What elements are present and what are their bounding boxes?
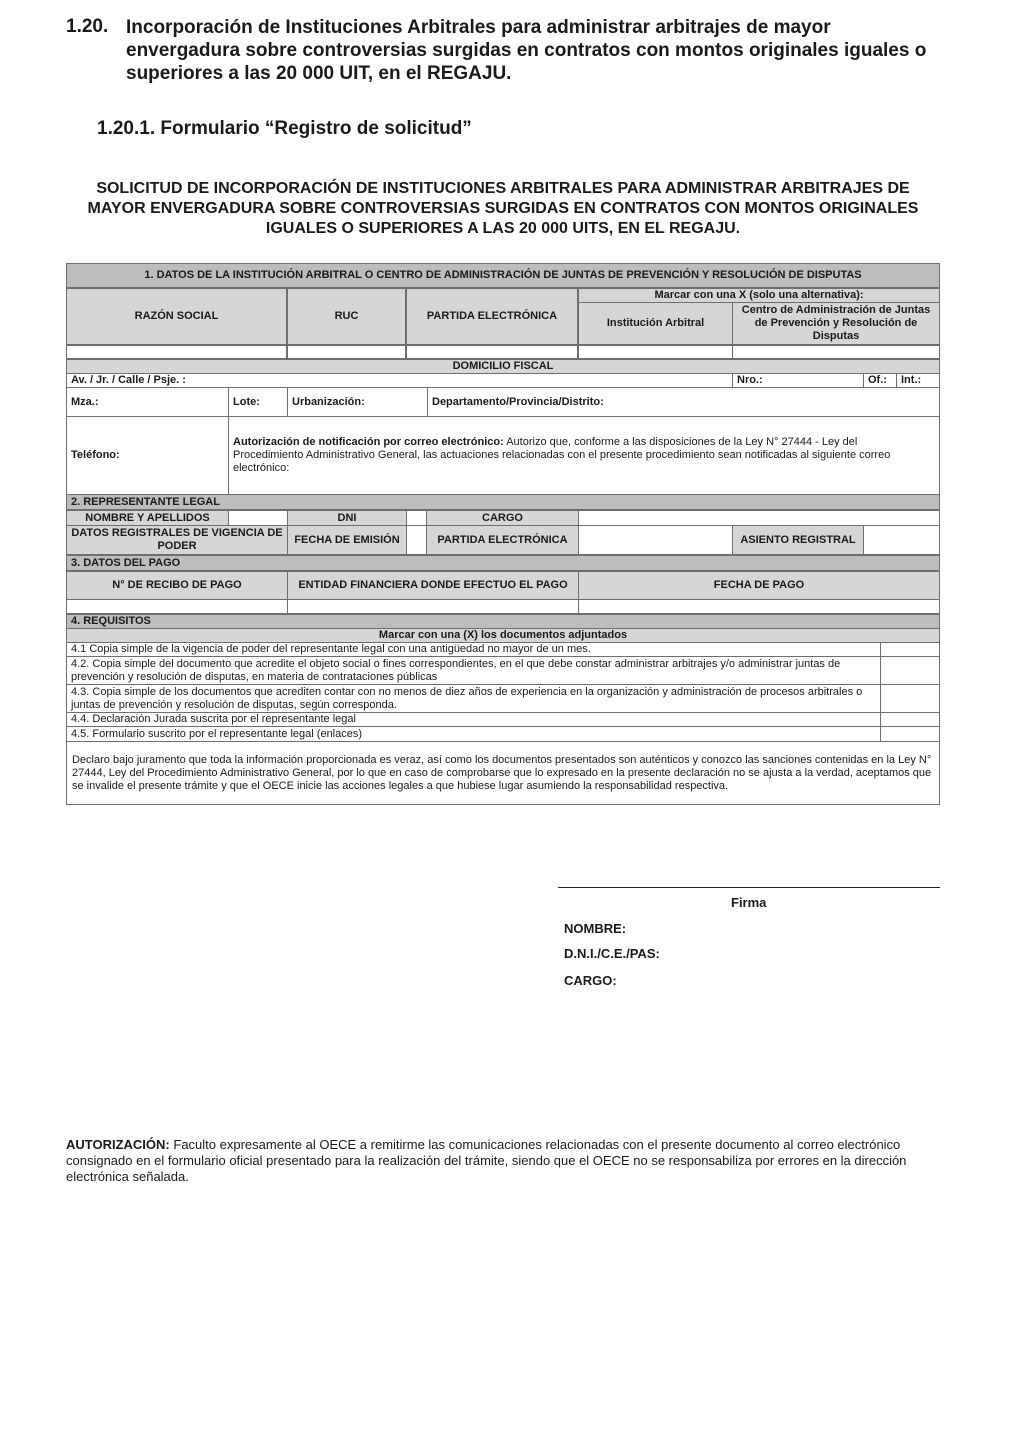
requisito-checkbox[interactable] xyxy=(880,712,940,727)
subsection-title: 1.20.1. Formulario “Registro de solicitud” xyxy=(97,118,472,139)
fecha-emision-field[interactable] xyxy=(406,525,427,555)
nombre-apellidos-label: NOMBRE Y APELLIDOS xyxy=(66,510,229,526)
fecha-emision-label: FECHA DE EMISIÓN xyxy=(287,525,407,555)
autorizacion-notificacion-text: Autorización de notificación por correo electrónico: Autorizo que, conforme a las disposiciones de la Ley N° 27444 - Ley del Procedimiento Administrativo General, las actuaciones relacionadas con el presente procedimiento sean notificadas al siguiente correo electrónico: xyxy=(233,436,891,474)
ubigeo-field[interactable]: Departamento/Provincia/Distrito: xyxy=(427,387,940,417)
section-1-header: 1. DATOS DE LA INSTITUCIÓN ARBITRAL O CENTRO DE ADMINISTRACIÓN DE JUNTAS DE PREVENCIÓN Y RESOLUCIÓN DE DISPUTAS xyxy=(66,263,940,288)
marcar-documentos-header: Marcar con una (X) los documentos adjuntados xyxy=(66,628,940,643)
nombre-label: NOMBRE: xyxy=(564,921,627,936)
section-number: 1.20. xyxy=(66,16,109,37)
section-title: Incorporación de Instituciones Arbitrales para administrar arbitrajes de mayor envergadura sobre controversias surgidas en contratos con montos originales iguales o superiores a las 20 000 UIT, en el REGAJU. xyxy=(126,17,927,84)
cargo-label: CARGO xyxy=(426,510,579,526)
requisito-checkbox[interactable] xyxy=(880,726,940,742)
telefono-field[interactable]: Teléfono: xyxy=(66,416,229,495)
centro-administracion-header: Centro de Administración de Juntas de Prevención y Resolución de Disputas xyxy=(732,302,940,345)
requisito-checkbox[interactable] xyxy=(880,656,940,685)
institucion-arbitral-checkbox[interactable] xyxy=(578,345,733,359)
partida-header: PARTIDA ELECTRÓNICA xyxy=(406,288,578,345)
nro-field[interactable]: Nro.: xyxy=(732,373,864,388)
partida-field[interactable] xyxy=(406,345,578,359)
razon-social-field[interactable] xyxy=(66,345,287,359)
requisito-checkbox[interactable] xyxy=(880,642,940,657)
firma-label: Firma xyxy=(731,895,767,910)
ruc-header: RUC xyxy=(287,288,406,345)
partida-electronica-field[interactable] xyxy=(578,525,733,555)
requisito-item: 4.5. Formulario suscrito por el representante legal (enlaces) xyxy=(66,726,881,742)
razon-social-header: RAZÓN SOCIAL xyxy=(66,288,287,345)
section-4-header: 4. REQUISITOS xyxy=(66,614,940,629)
recibo-pago-header: N° DE RECIBO DE PAGO xyxy=(66,571,288,600)
requisito-item: 4.3. Copia simple de los documentos que acrediten contar con no menos de diez años de experiencia en la organización y administración de procesos arbitrales o juntas de prevención y resolución de disputas, según corresponda. xyxy=(66,684,881,713)
institucion-arbitral-header: Institución Arbitral xyxy=(578,302,733,345)
ruc-field[interactable] xyxy=(287,345,406,359)
fecha-pago-header: FECHA DE PAGO xyxy=(578,571,940,600)
autorizacion-paragraph xyxy=(66,1137,946,1185)
interior-field[interactable]: Int.: xyxy=(896,373,940,388)
form-title: SOLICITUD DE INCORPORACIÓN DE INSTITUCIONES ARBITRALES PARA ADMINISTRAR ARBITRAJES DE MAYOR ENVERGADURA SOBRE CONTROVERSIAS SURGIDAS EN CONTRATOS CON MONTOS ORIGINALES IGUALES O SUPERIORES A LAS 20 000 UITS, EN EL REGAJU. xyxy=(87,180,919,237)
section-2-header: 2. REPRESENTANTE LEGAL xyxy=(66,494,940,510)
autorizacion-text: Faculto expresamente al OECE a remitirme las comunicaciones relacionadas con el presente documento al correo electrónico consignado en el formulario oficial presentado para la realización del trámite, siendo que el OECE no se responsabiliza por errores en la dirección electrónica señalada. xyxy=(66,1137,907,1184)
dni-field[interactable] xyxy=(406,510,427,526)
datos-registrales-label: DATOS REGISTRALES DE VIGENCIA DE PODER xyxy=(66,525,288,555)
requisito-item: 4.1 Copia simple de la vigencia de poder del representante legal con una antigüedad no mayor de un mes. xyxy=(66,642,881,657)
declaracion-jurada: Declaro bajo juramento que toda la información proporcionada es veraz, así como los documentos presentados son auténticos y conozco las sanciones contenidas en la Ley N° 27444, Ley del Procedimiento Administrativo General, por lo que en caso de comprobarse que lo expresado en la presente declaración no se ajusta a la verdad, aceptamos que se invalide el presente trámite y que el OECE inicie las acciones legales a que hubiese lugar asumiendo la responsabilidad respectiva. xyxy=(66,741,940,805)
centro-administracion-checkbox[interactable] xyxy=(732,345,940,359)
asiento-registral-field[interactable] xyxy=(863,525,940,555)
partida-electronica-label: PARTIDA ELECTRÓNICA xyxy=(426,525,579,555)
requisito-item: 4.4. Declaración Jurada suscrita por el representante legal xyxy=(66,712,881,727)
requisito-item: 4.2. Copia simple del documento que acredite el objeto social o fines correspondientes, en el que debe constar administrar arbitrajes y/o administrar juntas de prevención y resolución de disputas, en materia de contrataciones públicas xyxy=(66,656,881,685)
urbanizacion-field[interactable]: Urbanización: xyxy=(287,387,428,417)
signature-line xyxy=(558,887,940,888)
lote-field[interactable]: Lote: xyxy=(228,387,288,417)
marcar-alternativa-header: Marcar con una X (solo una alternativa): xyxy=(578,288,940,303)
recibo-pago-field[interactable] xyxy=(66,599,288,614)
entidad-financiera-field[interactable] xyxy=(287,599,579,614)
manzana-field[interactable]: Mza.: xyxy=(66,387,229,417)
domicilio-fiscal-header: DOMICILIO FISCAL xyxy=(66,359,940,374)
asiento-registral-label: ASIENTO REGISTRAL xyxy=(732,525,864,555)
entidad-financiera-header: ENTIDAD FINANCIERA DONDE EFECTUO EL PAGO xyxy=(287,571,579,600)
autorizacion-notificacion-field[interactable] xyxy=(228,416,940,495)
requisito-checkbox[interactable] xyxy=(880,684,940,713)
dni-ce-pas-label: D.N.I./C.E./PAS: xyxy=(564,946,660,961)
autorizacion-label: AUTORIZACIÓN: xyxy=(66,1137,170,1152)
fecha-pago-field[interactable] xyxy=(578,599,940,614)
section-3-header: 3. DATOS DEL PAGO xyxy=(66,555,940,571)
cargo-field[interactable] xyxy=(578,510,940,526)
oficina-field[interactable]: Of.: xyxy=(863,373,897,388)
dni-label: DNI xyxy=(287,510,407,526)
cargo-signature-label: CARGO: xyxy=(564,973,617,988)
direccion-field[interactable]: Av. / Jr. / Calle / Psje. : xyxy=(66,373,733,388)
nombre-apellidos-field[interactable] xyxy=(228,510,288,526)
